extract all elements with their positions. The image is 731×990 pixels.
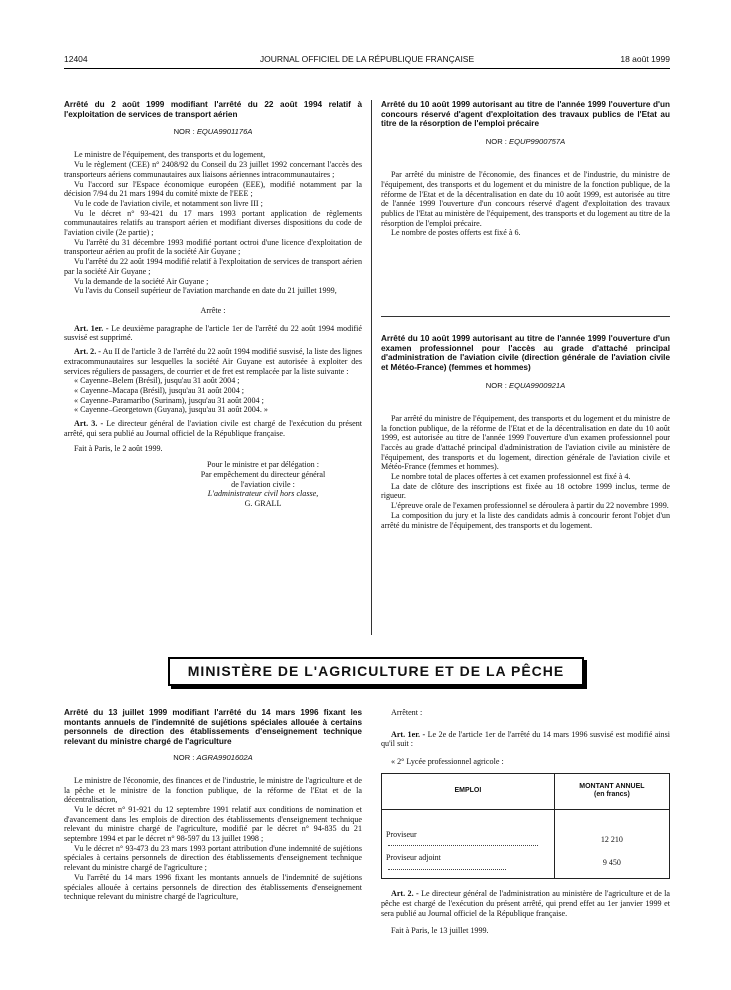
decree-paragraph: Par arrêté du ministre de l'économie, des finances et de l'industrie, du ministre de l'équipement, des transports et du logement et du ministre de la fonction publique, de la réforme de l'Etat et de la décentralisation en date du 10 août 1999, est autorisée au titre de l'année 1999 l'ouverture d'un concours réservé d'agent d'exploitation des travaux publics de l'Etat au ministère de l'équipement, des transports et du logement au titre de la résorption de l'emploi précaire. [381, 170, 670, 228]
arrete-heading: Arrête : [200, 306, 226, 315]
visa-paragraph: Le ministre de l'économie, des finances et de l'industrie, le ministre de l'agriculture et de la pêche et le ministre de la fonction publique, de la réforme de l'Etat et de la décentralisation, [64, 775, 362, 805]
article-label: Art. 2. - [391, 889, 419, 899]
article-1 [64, 324, 362, 343]
article-label: Art. 3. - [74, 419, 104, 429]
nor-label: NOR : [173, 752, 195, 762]
section-separator [381, 316, 670, 317]
decree-paragraph: La composition du jury et la liste des candidats admis à concourir feront l'objet d'un arrêté du ministre de l'équipement, des transports et du logement. [381, 510, 670, 530]
visa-paragraph: Vu le code de l'aviation civile, et notamment son livre III ; [74, 198, 263, 208]
visa-paragraph: Le ministre de l'équipement, des transports et du logement, [74, 150, 266, 160]
article-2 [64, 347, 362, 376]
signature-block [164, 460, 362, 509]
signatory-name: G. GRALL [244, 498, 282, 508]
nor-reference [381, 381, 670, 390]
route-item: « Cayenne–Macapa (Brésil), jusqu'au 31 août 2004 ; [74, 385, 245, 395]
table-cell-emploi [382, 851, 555, 879]
table-row [382, 851, 670, 879]
visa-paragraph: Vu le décret n° 91-921 du 12 septembre 1991 relatif aux conditions de nomination et d'avancement dans les emplois de direction des établissements d'enseignement technique relevant du ministre chargé de l'agriculture, modifié par le décret n° 94-835 du 21 septembre 1994 et par le décret n° 98-597 du 13 juillet 1998 ; [64, 804, 362, 844]
column-separator [371, 100, 372, 635]
nor-code: EQUA9900921A [509, 380, 566, 390]
article-label: Art. 1er. - [74, 323, 109, 333]
signature-date: Fait à Paris, le 13 juillet 1999. [391, 926, 489, 936]
nor-label: NOR : [173, 127, 195, 137]
quote-line: « 2° Lycée professionnel agricole : [391, 757, 504, 767]
table-cell-emploi [382, 809, 555, 851]
signature-line: L'administrateur civil hors classe, [207, 489, 319, 499]
article-2 [381, 889, 670, 918]
header-rule [64, 68, 670, 69]
visa-paragraph: Vu l'arrêté du 22 août 1994 modifié relatif à l'exploitation de services de transport aérien par la société Air Guyane ; [64, 257, 362, 276]
article-label: Art. 2. - [74, 347, 101, 357]
decree-paragraph: La date de clôture des inscriptions est fixée au 18 octobre 1999 inclus, terme de rigueur. [381, 481, 670, 501]
route-item: « Cayenne–Paramaribo (Surinam), jusqu'au 31 août 2004 ; [74, 395, 264, 405]
article-text: Le directeur général de l'aviation civile est chargé de l'exécution du présent arrêté, qui sera publié au Journal officiel de la République française. [64, 419, 363, 438]
ministry-banner: MINISTÈRE DE L'AGRICULTURE ET DE LA PÊCHE [168, 657, 584, 686]
nor-reference [64, 127, 362, 136]
decree-title: Arrêté du 10 août 1999 autorisant au titre de l'année 1999 l'ouverture d'un examen professionnel pour l'accès au grade d'attaché principal d'administration de l'aviation civile (direction générale de l'aviation civile et Météo-France) (femmes et hommes) [381, 334, 670, 373]
dot-leader [388, 869, 506, 870]
bottom-right-column [381, 708, 670, 936]
visa-paragraph: Vu le règlement (CEE) n° 2408/92 du Conseil du 23 juillet 1992 concernant l'accès des transporteurs aériens communautaires aux liaisons aériennes intracommunautaires ; [64, 160, 362, 179]
signature-line: Pour le ministre et par délégation : [207, 460, 319, 470]
visa-paragraph: Vu la demande de la société Air Guyane ; [74, 276, 209, 286]
page-number: 12404 [64, 54, 88, 64]
decree-paragraph: Par arrêté du ministre de l'équipement, des transports et du logement et du ministre de la fonction publique, de la réforme de l'Etat et de la décentralisation en date du 10 août 1999, est autorisée au titre de l'année 1999 l'ouverture d'un examen professionnel pour l'accès au grade d'attaché principal d'administration de l'aviation civile au ministère de l'équipement, des transports et du logement, direction générale de l'aviation civile et Météo-France (femmes et hommes). [381, 413, 670, 472]
bottom-left-column [64, 708, 362, 902]
decree-paragraph: Le nombre total de places offertes à cet examen professionnel est fixé à 4. [391, 472, 631, 482]
nor-code: EQUA9901176A [196, 127, 253, 137]
visa-paragraph: Vu le décret n° 93-473 du 23 mars 1993 portant attribution d'une indemnité de sujétions spéciales à certains personnels de direction des établissements d'enseignement technique relevant du ministre chargé de l'agriculture ; [64, 843, 362, 873]
decree-title: Arrêté du 13 juillet 1999 modifiant l'arrêté du 14 mars 1996 fixant les montants annuels de l'indemnité de sujétions spéciales allouée à certains personnels de direction des établissements d'enseignement technique relevant du ministre chargé de l'agriculture [64, 708, 362, 747]
visa-paragraph: Vu l'arrêté du 31 décembre 1993 modifié portant octroi d'une licence d'exploitation de transporteur aérien au profit de la société Air Guyane ; [64, 237, 362, 257]
visa-paragraph: Vu l'avis du Conseil supérieur de l'aviation marchande en date du 21 juillet 1999, [74, 286, 337, 296]
dot-leader [388, 845, 538, 846]
signature-line: Par empêchement du directeur général [200, 469, 326, 479]
signature-date: Fait à Paris, le 2 août 1999. [74, 444, 163, 454]
visa-paragraph: Vu l'arrêté du 14 mars 1996 fixant les montants annuels de l'indemnité de sujétions spéciales allouée à certains personnels de direction des établissements d'enseignement technique relevant du ministre chargé de l'agriculture, [64, 872, 362, 902]
article-3 [64, 419, 362, 438]
signature-line: de l'aviation civile : [231, 479, 295, 489]
table-header-emploi: EMPLOI [382, 773, 555, 809]
nor-label: NOR : [485, 137, 507, 147]
right-column-decree-1 [381, 100, 670, 238]
journal-title: JOURNAL OFFICIEL DE LA RÉPUBLIQUE FRANÇAISE [259, 54, 475, 64]
visa-paragraph: Vu l'accord sur l'Espace économique européen (EEE), modifié notamment par la décision 7/94 du 21 mars 1994 du comité mixte de l'EEE ; [64, 179, 362, 199]
issue-date: 18 août 1999 [620, 54, 670, 64]
allowance-table [381, 773, 670, 879]
decree-paragraph: L'épreuve orale de l'examen professionnel se déroulera à partir du 22 novembre 1999. [391, 501, 669, 511]
table-cell-montant: 9 450 [554, 851, 669, 879]
article-text: Le deuxième paragraphe de l'article 1er de l'arrêté du 22 août 1994 modifié susvisé est supprimé. [64, 323, 362, 343]
decree-paragraph: Le nombre de postes offerts est fixé à 6. [391, 228, 521, 238]
nor-reference [64, 753, 362, 762]
emploi-label: Proviseur [386, 829, 417, 839]
table-header-montant: MONTANT ANNUEL (en francs) [554, 773, 669, 809]
article-text: Le directeur général de l'administration au ministère de l'agriculture et de la pêche est chargé de l'exécution du présent arrêté, qui prend effet au 1er janvier 1999 et sera publié au Journal officiel de la République française. [381, 889, 671, 918]
right-column-decree-2 [381, 334, 670, 530]
arrete-heading: Arrêtent : [391, 708, 423, 717]
emploi-label: Proviseur adjoint [386, 853, 441, 862]
table-cell-montant: 12 210 [554, 809, 669, 851]
nor-label: NOR : [485, 380, 507, 390]
nor-reference [381, 137, 670, 146]
article-1 [381, 730, 670, 749]
page-header [64, 54, 670, 66]
article-text: Le 2e de l'article 1er de l'arrêté du 14 mars 1996 susvisé est modifié ainsi qu'il suit : [381, 729, 670, 749]
nor-code: AGRA9901602A [196, 752, 253, 762]
table-row [382, 809, 670, 851]
left-column [64, 100, 362, 509]
nor-code: EQUP9900757A [509, 137, 566, 147]
article-label: Art. 1er. - [391, 729, 426, 739]
decree-title: Arrêté du 2 août 1999 modifiant l'arrêté du 22 août 1994 relatif à l'exploitation de services de transport aérien [64, 100, 362, 119]
route-item: « Cayenne–Belem (Brésil), jusqu'au 31 août 2004 ; [74, 376, 240, 386]
visa-paragraph: Vu le décret n° 93-421 du 17 mars 1993 portant application de règlements communautaires relatifs au transport aérien et modifiant diverses dispositions du code de l'aviation civile (2e partie) ; [64, 208, 362, 238]
article-text: Au II de l'article 3 de l'arrêté du 22 août 1994 modifié susvisé, la liste des lignes extracommunautaires sur lesquelles la société Air Guyane est autorisée à exploiter des services réguliers de passagers, de courrier et de fret est remplacée par la liste suivante : [64, 347, 363, 376]
route-item: « Cayenne–Georgetown (Guyana), jusqu'au 31 août 2004. » [74, 405, 268, 415]
decree-title: Arrêté du 10 août 1999 autorisant au titre de l'année 1999 l'ouverture d'un concours réservé d'agent d'exploitation des travaux publics de l'Etat au titre de la résorption de l'emploi précaire [381, 100, 670, 129]
